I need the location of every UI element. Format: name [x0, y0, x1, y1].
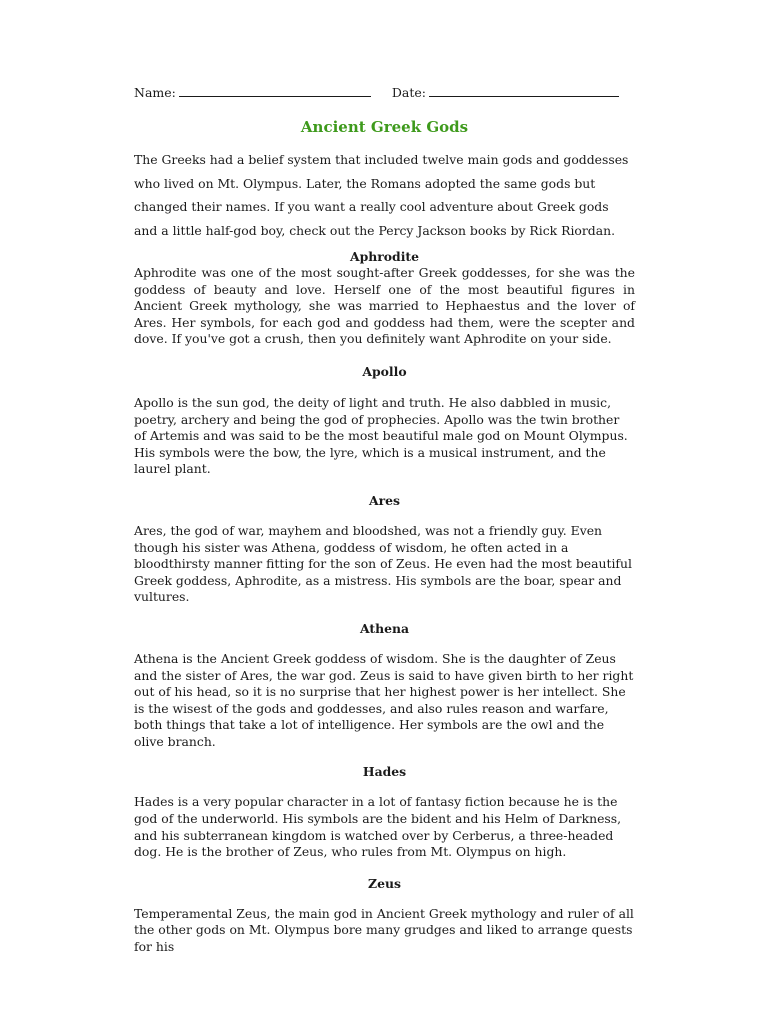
name-date-line	[134, 84, 635, 104]
heading-ares: Ares	[368, 492, 400, 508]
heading-athena: Athena	[359, 620, 410, 636]
page-title: Ancient Greek Gods	[300, 118, 469, 136]
body-hades: Hades is a very popular character in a lot of fantasy fiction because he is the god of the underworld. His symbols are the bident and his Helm of Darkness, and his subterranean kingdom is watched over by Cerberus, a three-headed dog. He is the brother of Zeus, who rules from Mt. Olympus on high.	[134, 794, 622, 860]
body-zeus: Temperamental Zeus, the main god in Ancient Greek mythology and ruler of all the other gods on Mt. Olympus bore many grudges and liked to arrange quests for his	[134, 905, 634, 955]
worksheet-content	[134, 84, 635, 956]
heading-hades: Hades	[362, 764, 407, 780]
name-label: Name:	[134, 85, 176, 100]
date-label: Date:	[391, 85, 426, 100]
heading-aphrodite: Aphrodite	[349, 249, 420, 264]
body-aphrodite: Aphrodite was one of the most sought-after Greek goddesses, for she was the goddess of beauty and love. Herself one of the most beautiful figures in Ancient Greek mythology, she was married to Hephaestus and the lover of Ares. Her symbols, for each god and goddess had them, were the scepter and dove. If you've got a crush, then you definitely want Aphrodite on your side.	[134, 265, 635, 347]
body-apollo: Apollo is the sun god, the deity of light and truth. He also dabbled in music, poetry, archery and being the god of prophecies. Apollo was the twin brother of Artemis and was said to be the most beautiful male god on Mount Olympus. His symbols were the bow, the lyre, which is a musical instrument, and the laurel plant.	[134, 394, 628, 477]
body-athena: Athena is the Ancient Greek goddess of wisdom. She is the daughter of Zeus and the sister of Ares, the war god. Zeus is said to have given birth to her right out of his head, so it is no surprise that her highest power is her intellect. She is the wisest of the gods and goddesses, and also rules reason and warfare, both things that take a lot of intelligence. Her symbols are the owl and the olive branch.	[134, 650, 634, 749]
intro-paragraph: The Greeks had a belief system that included twelve main gods and goddesses who lived on Mt. Olympus. Later, the Romans adopted the same gods but changed their names. If you want a really cool adventure about Greek gods and a little half-god boy, check out the Percy Jackson books by Rick Riordan.	[134, 152, 629, 238]
body-ares: Ares, the god of war, mayhem and bloodshed, was not a friendly guy. Even though his sister was Athena, goddess of wisdom, he often acted in a bloodthirsty manner fitting for the son of Zeus. He even had the most beautiful Greek goddess, Aphrodite, as a mistress. His symbols are the boar, spear and vultures.	[134, 522, 632, 605]
heading-zeus: Zeus	[368, 875, 401, 891]
heading-apollo: Apollo	[362, 363, 407, 379]
name-blank[interactable]	[179, 84, 371, 97]
date-blank[interactable]	[429, 84, 619, 97]
